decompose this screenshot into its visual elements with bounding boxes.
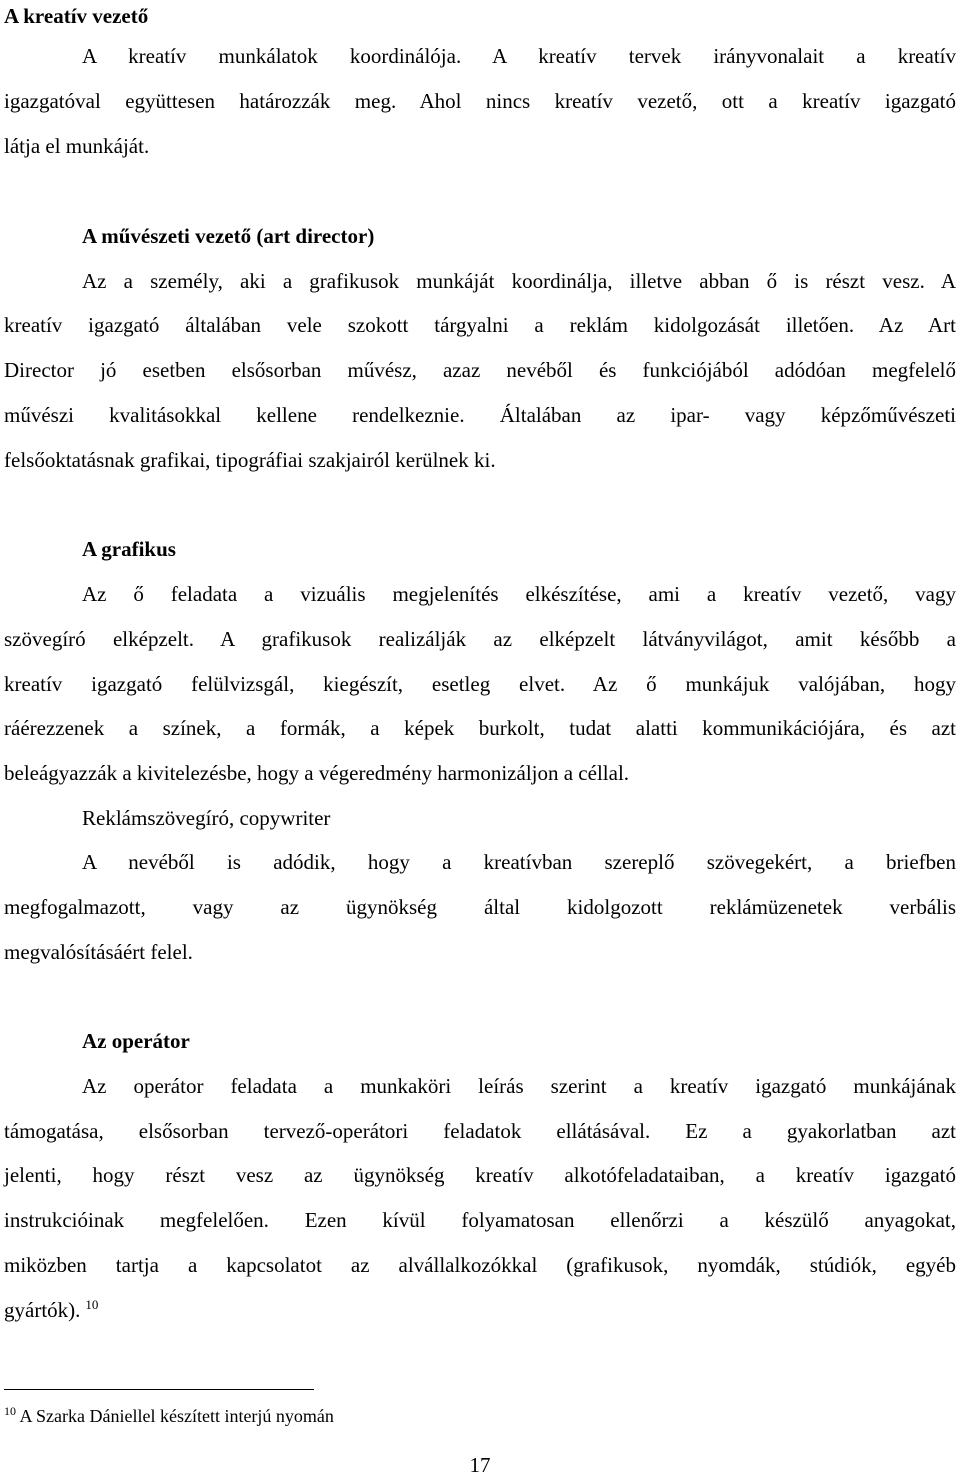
footnote-number: 10 [4,1404,16,1418]
paragraph-line: megvalósításáért felel. [4,940,193,964]
paragraph-line: ráérezzenek a színek, a formák, a képek burkolt, tudat alatti kommunikációjára, és azt [4,716,956,740]
paragraph-line: A nevéből is adódik, hogy a kreatívban szereplő szövegekért, a briefben [82,850,956,874]
paragraph-line: kreatív igazgató általában vele szokott tárgyalni a reklám kidolgozását illetően. Az Art [4,313,956,337]
heading-copywriter: Reklámszövegíró, copywriter [82,806,331,830]
paragraph-line: jelenti, hogy részt vesz az ügynökség kreatív alkotófeladataiban, a kreatív igazgató [4,1163,956,1187]
paragraph-line: igazgatóval együttesen határozzák meg. Ahol nincs kreatív vezető, ott a kreatív igazgató [4,89,956,113]
paragraph-line: szövegíró elképzelt. A grafikusok realizálják az elképzelt látványvilágot, amit később a [4,627,956,651]
footnote-divider [4,1389,314,1390]
page-number: 17 [469,1453,491,1477]
heading-art-director: A művészeti vezető (art director) [82,224,375,248]
paragraph-line: támogatása, elsősorban tervező-operátori feladatok ellátásával. Ez a gyakorlatban azt [4,1119,956,1143]
paragraph-line: Az a személy, aki a grafikusok munkáját koordinálja, illetve abban ő is részt vesz. A [82,269,956,293]
paragraph-line [4,1298,98,1322]
heading-grafikus: A grafikus [82,537,176,561]
paragraph-line: Az operátor feladata a munkaköri leírás szerint a kreatív igazgató munkájának [82,1074,956,1098]
paragraph-line: beleágyazzák a kivitelezésbe, hogy a végeredmény harmonizáljon a céllal. [4,761,630,785]
heading-operator: Az operátor [82,1029,190,1053]
paragraph-line: A kreatív munkálatok koordinálója. A kreatív tervek irányvonalait a kreatív [82,44,956,68]
footnote-text: A Szarka Dániellel készített interjú nyomán [19,1406,334,1426]
paragraph-line: Director jó esetben elsősorban művész, azaz nevéből és funkciójából adódóan megfelelő [4,358,956,382]
footnote [4,1406,334,1426]
paragraph-line: látja el munkáját. [4,134,150,158]
footnote-reference[interactable]: 10 [85,1297,99,1312]
paragraph-line: megfogalmazott, vagy az ügynökség által kidolgozott reklámüzenetek verbális [4,895,956,919]
paragraph-line: instrukcióinak megfelelően. Ezen kívül folyamatosan ellenőrzi a készülő anyagokat, [4,1208,956,1232]
paragraph-line: miközben tartja a kapcsolatot az alvállalkozókkal (grafikusok, nyomdák, stúdiók, egyéb [4,1253,956,1277]
paragraph-line: kreatív igazgató felülvizsgál, kiegészít, esetleg elvet. Az ő munkájuk valójában, hogy [4,672,956,696]
paragraph-line: Az ő feladata a vizuális megjelenítés elkészítése, ami a kreatív vezető, vagy [82,582,956,606]
paragraph-line: művészi kvalitásokkal kellene rendelkeznie. Általában az ipar- vagy képzőművészeti [4,403,956,427]
paragraph-line: felsőoktatásnak grafikai, tipográfiai szakjairól kerülnek ki. [4,448,496,472]
paragraph-line-text: gyártók). [4,1298,81,1322]
heading-kreativ-vezeto: A kreatív vezető [4,4,149,28]
